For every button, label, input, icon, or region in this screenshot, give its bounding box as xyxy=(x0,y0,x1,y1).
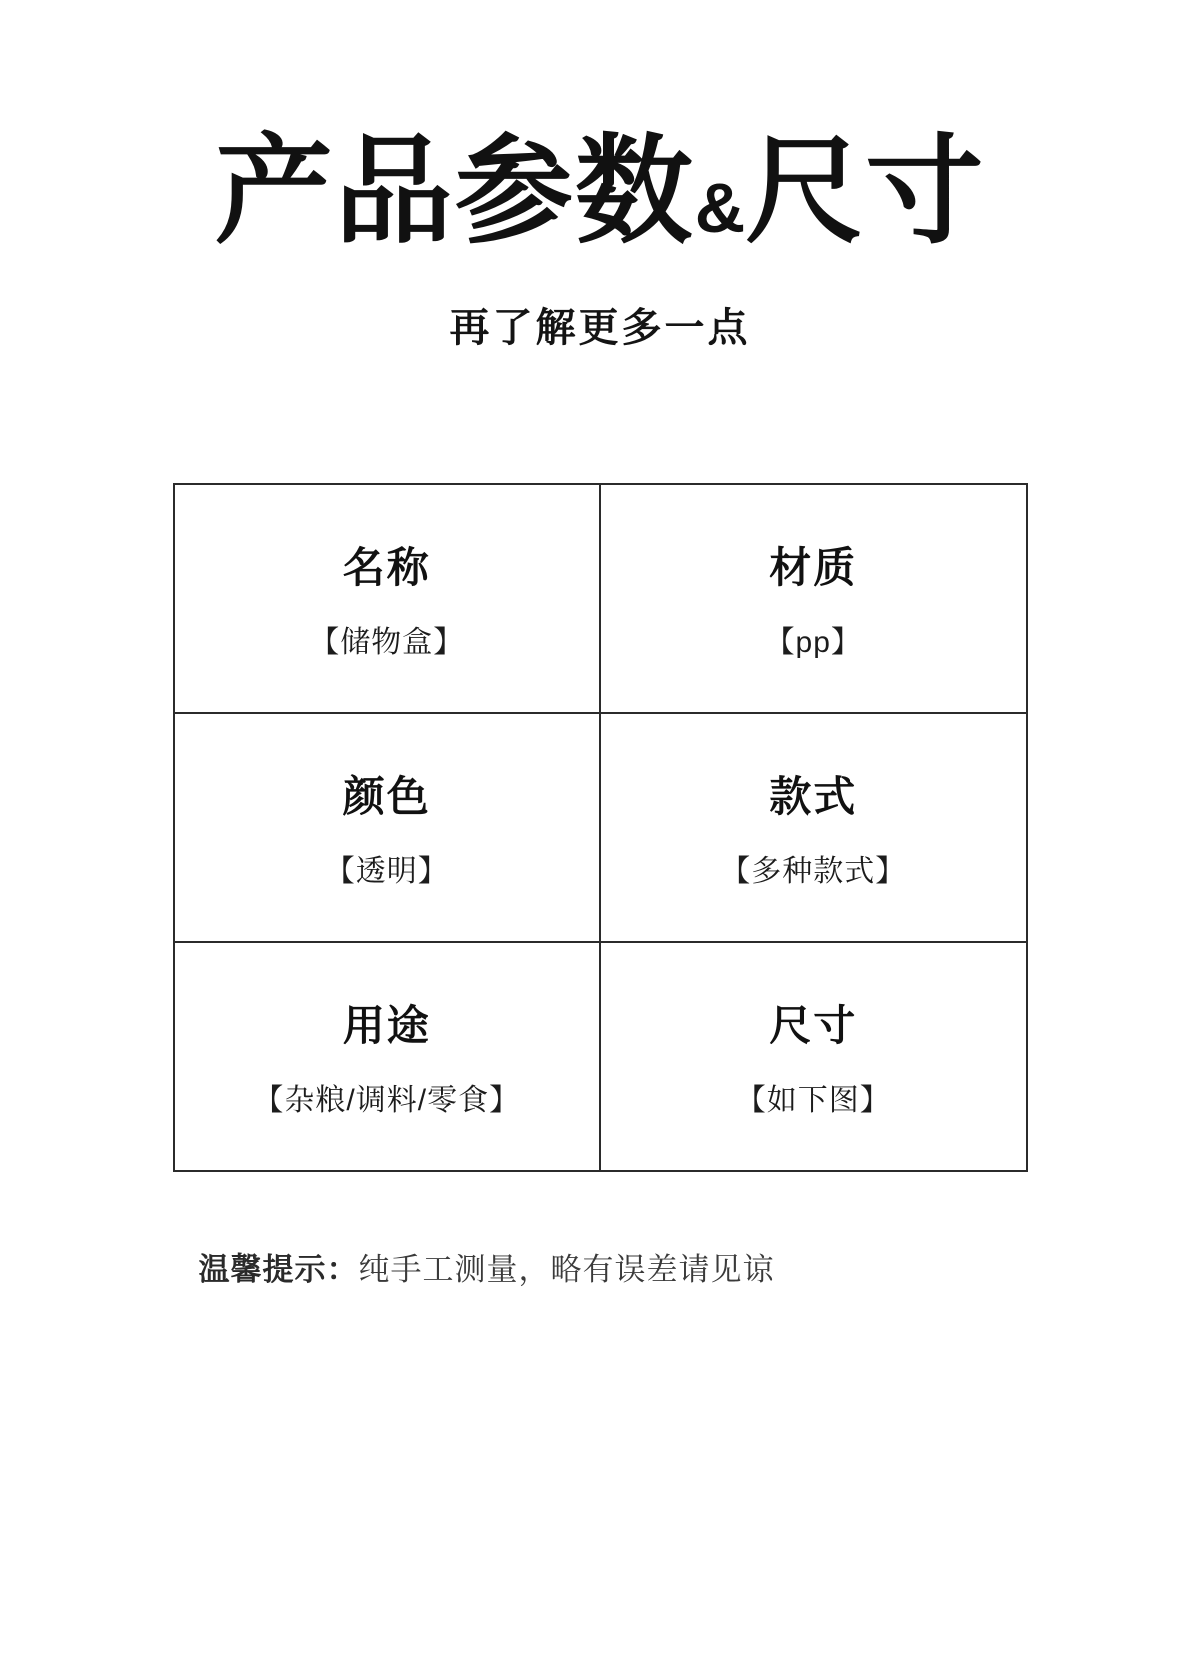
spec-cell-usage xyxy=(174,942,601,1171)
spec-value: 【多种款式】 xyxy=(720,855,907,889)
spec-value: 【杂粮/调料/零食】 xyxy=(253,1084,521,1118)
spec-label: 尺寸 xyxy=(769,1002,858,1050)
note xyxy=(173,1244,1028,1289)
page-title-ampersand: & xyxy=(694,169,746,247)
spec-cell-material xyxy=(600,484,1027,713)
page-subtitle: 再了解更多一点 xyxy=(449,305,751,350)
spec-cell-size xyxy=(600,942,1027,1171)
spec-cell-style xyxy=(600,713,1027,942)
table-row xyxy=(174,942,1027,1171)
table-row xyxy=(174,713,1027,942)
spec-cell-name xyxy=(174,484,601,713)
note-text: 纯手工测量，略有误差请见谅 xyxy=(358,1251,775,1287)
spec-value: 【如下图】 xyxy=(735,1084,891,1118)
spec-value: 【储物盒】 xyxy=(309,626,465,660)
page-title xyxy=(215,128,986,258)
spec-label: 用途 xyxy=(342,1002,431,1050)
note-label: 温馨提示： xyxy=(198,1251,359,1287)
spec-value: 【pp】 xyxy=(764,626,862,660)
spec-value: 【透明】 xyxy=(324,855,449,889)
spec-table xyxy=(173,483,1028,1172)
spec-label: 款式 xyxy=(769,773,858,821)
spec-label: 材质 xyxy=(769,544,858,592)
table-row xyxy=(174,484,1027,713)
spec-label: 名称 xyxy=(342,544,431,592)
spec-cell-color xyxy=(174,713,601,942)
page-title-main: 产品参数 xyxy=(214,126,695,258)
spec-label: 颜色 xyxy=(342,773,431,821)
page-title-tail: 尺寸 xyxy=(745,126,986,258)
